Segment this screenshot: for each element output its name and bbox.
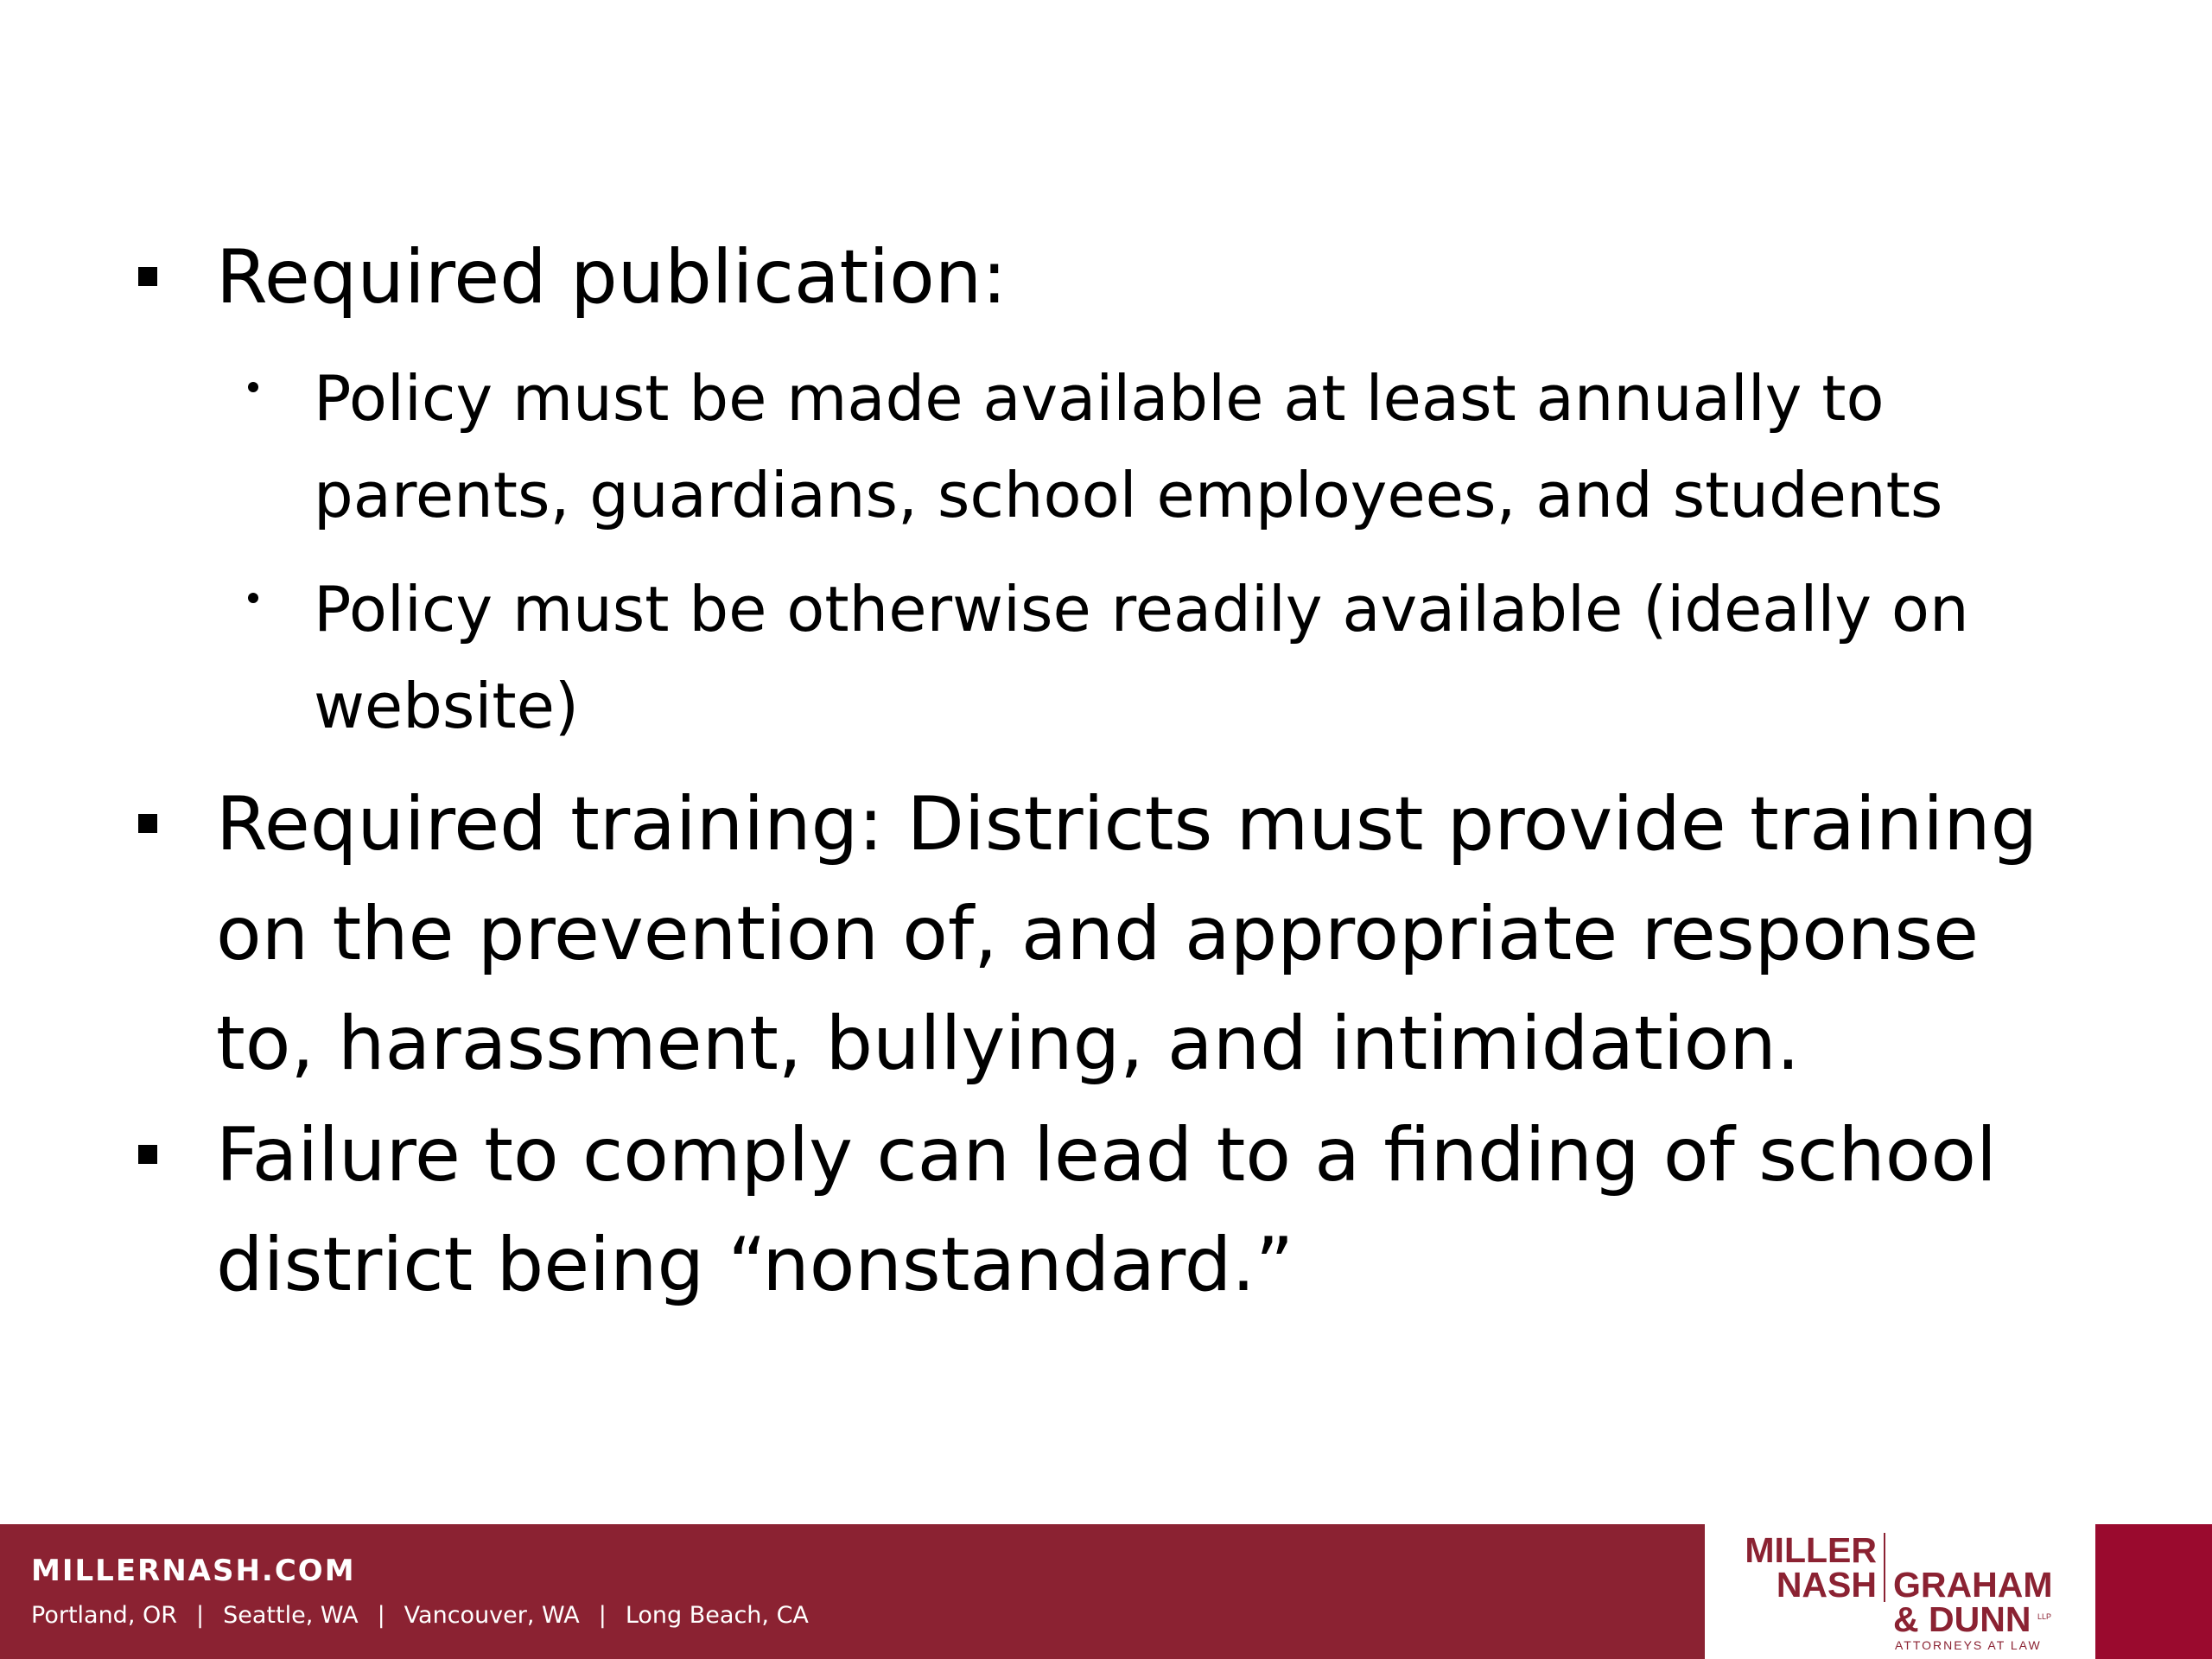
logo-word-graham: GRAHAM bbox=[1893, 1565, 2053, 1605]
slide-content bbox=[130, 223, 2082, 1322]
office-portland: Portland, OR bbox=[31, 1602, 178, 1629]
firm-logo bbox=[1705, 1524, 2095, 1659]
publication-sublist bbox=[130, 350, 2082, 754]
footer-accent-block bbox=[2095, 1524, 2212, 1659]
footer-bar bbox=[0, 1524, 2212, 1659]
logo-divider bbox=[1884, 1533, 1885, 1602]
office-vancouver: Vancouver, WA bbox=[404, 1602, 580, 1629]
office-long-beach: Long Beach, CA bbox=[625, 1602, 809, 1629]
bullet-text: Required publication: bbox=[216, 234, 1007, 321]
sub-bullet-text: Policy must be otherwise readily available (ideally on website) bbox=[314, 573, 1969, 742]
sub-bullet-annual-availability bbox=[130, 350, 2082, 543]
logo-graham-dunn bbox=[1893, 1567, 2052, 1637]
logo-word-dunn: & DUNN bbox=[1893, 1599, 2031, 1639]
office-separator: | bbox=[377, 1602, 385, 1629]
office-separator: | bbox=[598, 1602, 607, 1629]
square-bullet-icon bbox=[138, 814, 157, 833]
square-bullet-icon bbox=[138, 1145, 157, 1164]
office-seattle: Seattle, WA bbox=[223, 1602, 359, 1629]
bullet-text: Required training: Districts must provide training on the prevention of, and appropriate response to, harassment, bullying, and intimidation. bbox=[216, 781, 2038, 1087]
logo-tagline: ATTORNEYS AT LAW bbox=[1895, 1638, 2042, 1652]
office-separator: | bbox=[196, 1602, 205, 1629]
bullet-failure-to-comply bbox=[130, 1101, 2082, 1320]
bullet-required-training bbox=[130, 770, 2082, 1099]
logo-word-nash: NASH bbox=[1776, 1565, 1877, 1605]
square-bullet-icon bbox=[138, 267, 157, 286]
bullet-required-publication bbox=[130, 223, 2082, 333]
website-link[interactable]: MILLERNASH.COM bbox=[31, 1554, 356, 1588]
round-bullet-icon bbox=[248, 382, 258, 392]
logo-word-miller: MILLER bbox=[1745, 1530, 1877, 1570]
round-bullet-icon bbox=[248, 593, 258, 603]
sub-bullet-text: Policy must be made available at least annually to parents, guardians, school employees, and students bbox=[314, 362, 1943, 531]
logo-llp: LLP bbox=[2037, 1612, 2052, 1621]
logo-miller-nash bbox=[1745, 1530, 1877, 1605]
bullet-text: Failure to comply can lead to a finding of school district being “nonstandard.” bbox=[216, 1112, 1997, 1308]
office-locations bbox=[31, 1602, 809, 1629]
sub-bullet-readily-available bbox=[130, 561, 2082, 754]
